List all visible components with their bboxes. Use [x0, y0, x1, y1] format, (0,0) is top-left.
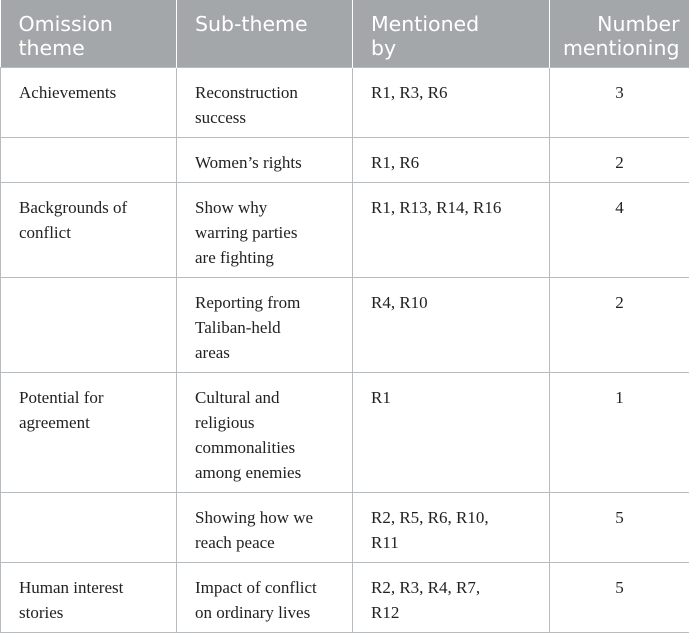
- header-number-mentioning: Number mentioning: [550, 0, 689, 68]
- cell-theme: Potential for agreement: [1, 373, 177, 493]
- cell-mentioned: R4, R10: [353, 278, 550, 373]
- cell-subtheme: Reconstruction success: [177, 68, 353, 138]
- cell-mentioned: R2, R3, R4, R7, R12: [353, 563, 550, 633]
- cell-subtheme: Cultural and religious commonalities among enemies: [177, 373, 353, 493]
- cell-number: 5: [550, 493, 689, 563]
- table-row: [1, 68, 689, 138]
- cell-theme: Backgrounds of conflict: [1, 183, 177, 278]
- cell-theme: Achievements: [1, 68, 177, 138]
- cell-mentioned: R1, R13, R14, R16: [353, 183, 550, 278]
- header-row: [1, 0, 689, 68]
- header-omission-theme: Omission theme: [1, 0, 177, 68]
- table-row: [1, 138, 689, 183]
- table-header: [1, 0, 689, 68]
- cell-number: 2: [550, 278, 689, 373]
- cell-theme: [1, 138, 177, 183]
- cell-number: 3: [550, 68, 689, 138]
- table-row: [1, 278, 689, 373]
- cell-subtheme: Impact of conflict on ordinary lives: [177, 563, 353, 633]
- cell-subtheme: Women’s rights: [177, 138, 353, 183]
- cell-mentioned: R1, R3, R6: [353, 68, 550, 138]
- cell-number: 2: [550, 138, 689, 183]
- cell-theme: Human interest stories: [1, 563, 177, 633]
- cell-subtheme: Show why warring parties are fighting: [177, 183, 353, 278]
- table-row: [1, 373, 689, 493]
- cell-theme: [1, 493, 177, 563]
- cell-subtheme: Reporting from Taliban-held areas: [177, 278, 353, 373]
- table-row: [1, 563, 689, 633]
- cell-mentioned: R1, R6: [353, 138, 550, 183]
- cell-theme: [1, 278, 177, 373]
- table-row: [1, 493, 689, 563]
- cell-number: 4: [550, 183, 689, 278]
- header-sub-theme: Sub-theme: [177, 0, 353, 68]
- header-mentioned-by: Mentioned by: [353, 0, 550, 68]
- table-row: [1, 183, 689, 278]
- cell-subtheme: Showing how we reach peace: [177, 493, 353, 563]
- cell-mentioned: R1: [353, 373, 550, 493]
- cell-number: 5: [550, 563, 689, 633]
- cell-mentioned: R2, R5, R6, R10, R11: [353, 493, 550, 563]
- cell-number: 1: [550, 373, 689, 493]
